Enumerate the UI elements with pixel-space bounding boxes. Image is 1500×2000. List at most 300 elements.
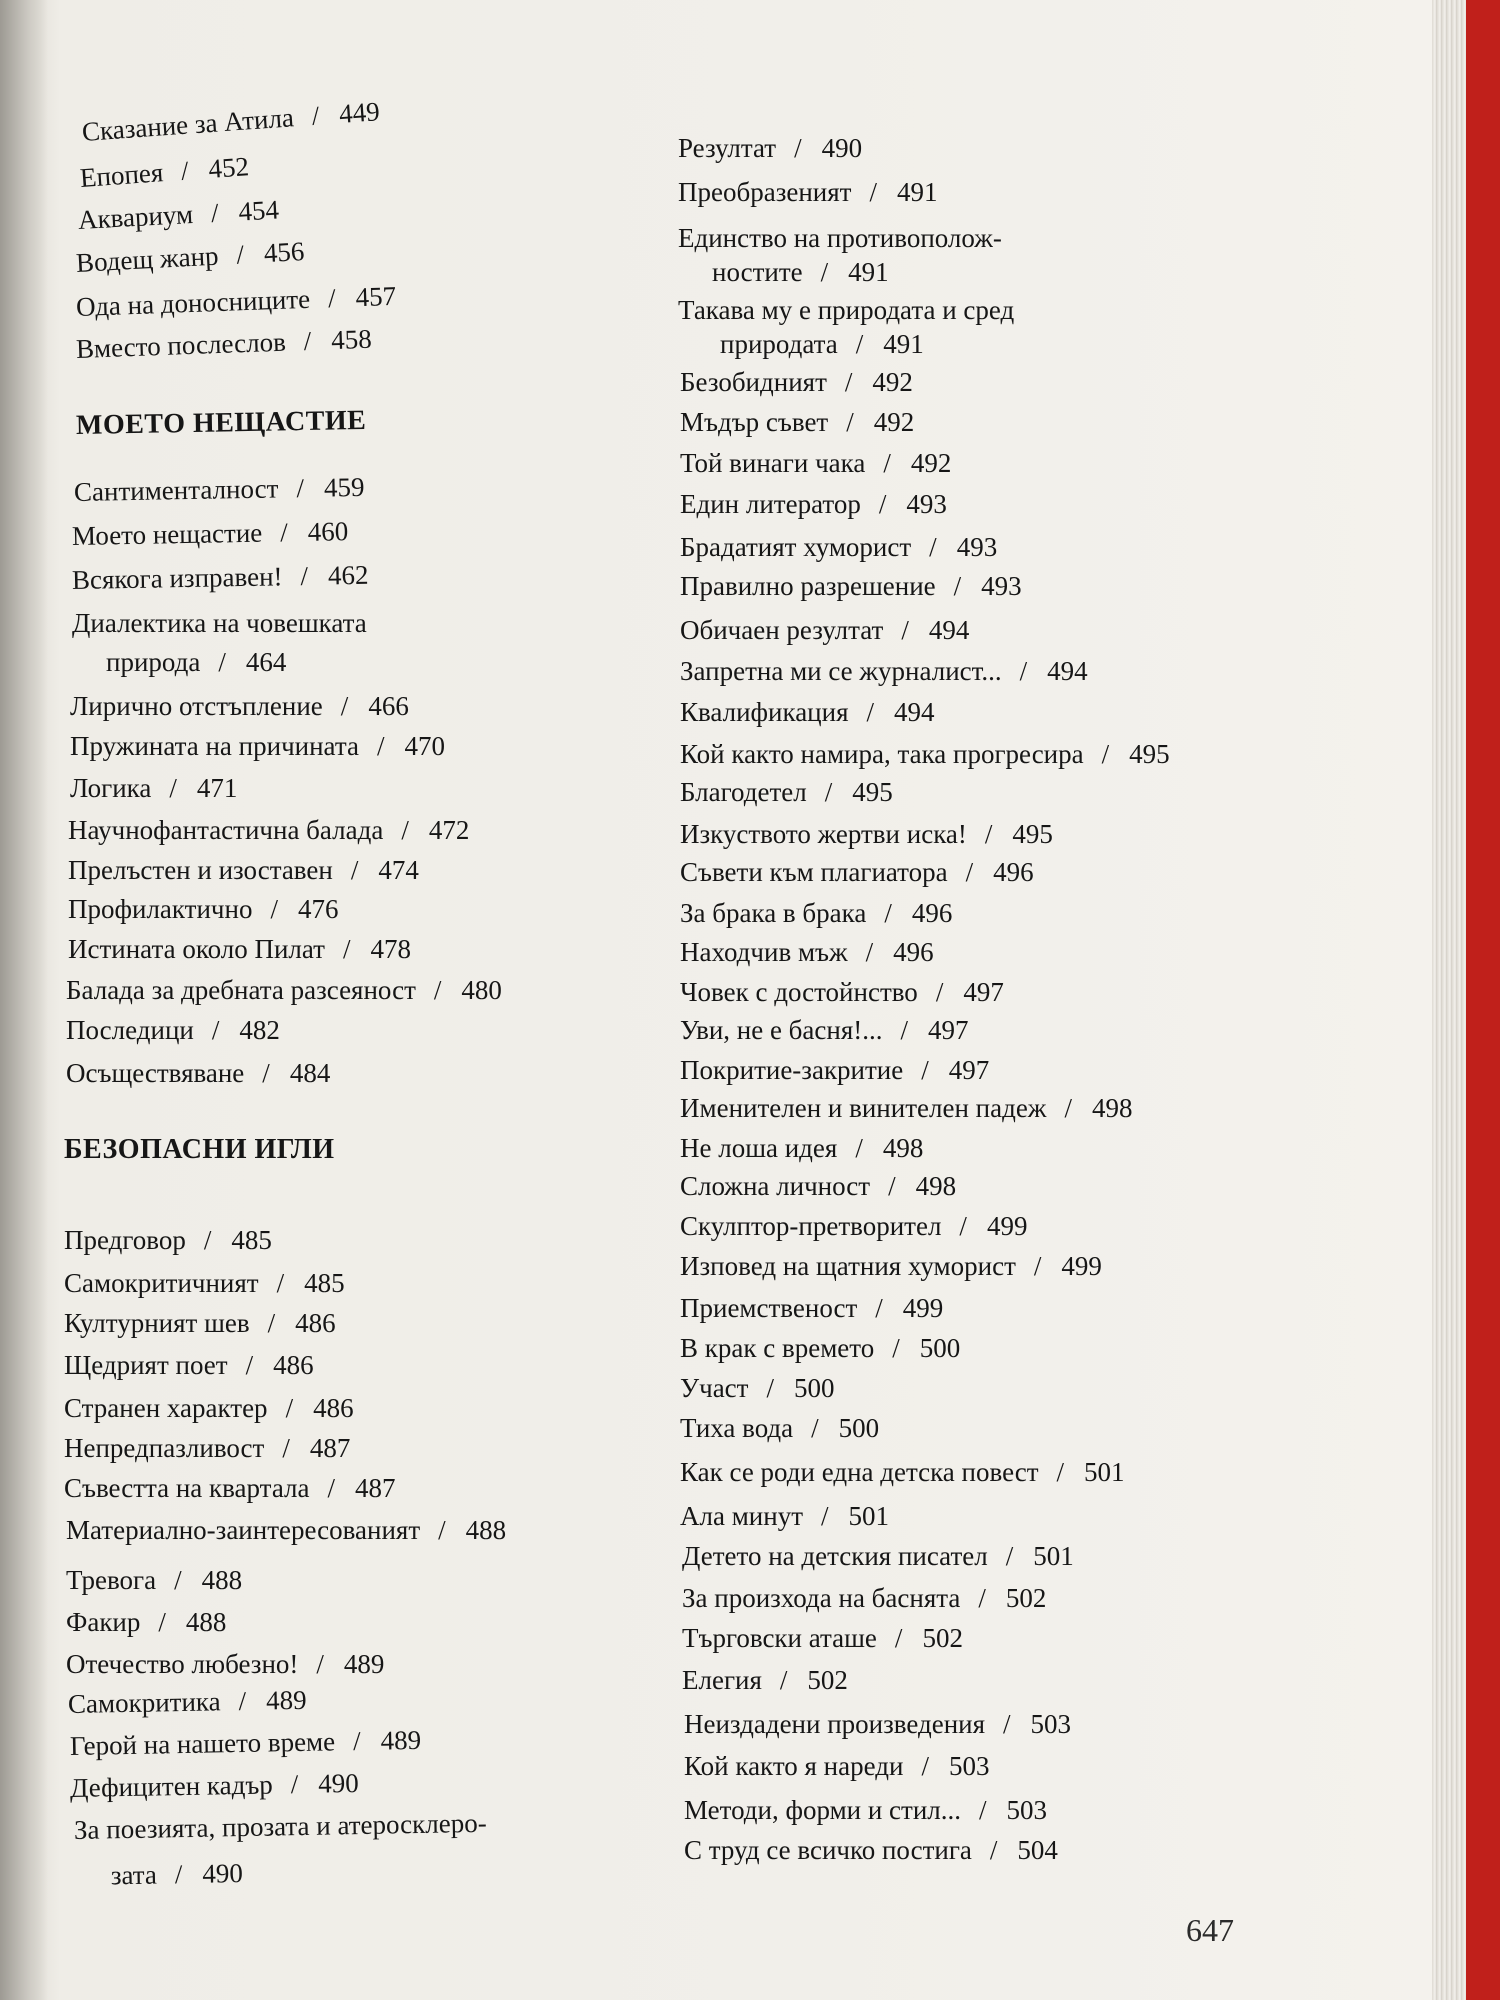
toc-separator: / [352,1725,361,1757]
toc-entry [680,1288,943,1328]
toc-entry-page: 485 [231,1225,272,1255]
toc-entry [66,1644,384,1684]
toc-entry-page: 491 [897,177,938,207]
page-edges [1432,0,1466,2000]
toc-separator: / [965,857,974,887]
toc-entry-title: Сантименталност [73,473,279,507]
toc-entry-title: Неиздадени произведения [684,1709,986,1739]
toc-entry-page: 464 [245,647,287,677]
toc-separator: / [1064,1093,1072,1123]
toc-entry-title: Материално-заинтересованият [66,1515,421,1545]
toc-separator: / [401,815,409,845]
toc-entry-page: 500 [919,1333,961,1363]
toc-entry-title: Кой както я нареди [684,1751,904,1781]
toc-entry-title: Именителен и винителен падеж [680,1093,1047,1123]
toc-separator: / [316,1649,324,1679]
toc-entry-page: 482 [239,1015,280,1045]
toc-separator: / [888,1171,896,1201]
toc-entry-title: Тиха вода [680,1413,794,1443]
toc-entry-page: 484 [289,1058,331,1088]
toc-entry-title: Научнофантастична балада [68,815,384,845]
toc-entry-title: Единство на противополож- [678,223,1002,253]
toc-entry-page: 498 [1091,1093,1133,1123]
toc-entry-title: Странен характер [64,1393,268,1423]
toc-entry [66,970,502,1010]
toc-entry [680,1088,1132,1128]
toc-entry [678,290,1015,359]
toc-entry [680,1496,889,1536]
toc-entry-page: 497 [928,1015,969,1045]
toc-entry [64,1220,272,1260]
toc-entry-page: 502 [807,1665,848,1695]
toc-entry [70,1720,422,1766]
toc-entry [68,1680,307,1724]
toc-separator: / [959,1211,967,1241]
toc-separator: / [310,100,321,131]
toc-entry-page: 485 [304,1268,345,1298]
toc-entry-page: 495 [852,777,893,807]
toc-separator: / [300,560,309,592]
toc-separator: / [285,1393,294,1423]
toc-entry-title: Аквариум [77,198,194,235]
toc-entry-page: 502 [922,1623,963,1653]
toc-entry [68,850,419,890]
toc-entry-title: Всякога изправен! [71,561,283,595]
toc-entry-title: Сложна личност [680,1171,871,1201]
toc-separator: / [276,1268,285,1298]
toc-entry-title: Самокритика [67,1686,221,1719]
toc-entry-title: Квалификация [680,697,849,727]
toc-separator: / [180,155,190,186]
toc-entry-title: Елегия [682,1665,762,1695]
toc-entry [680,610,969,650]
toc-entry [680,814,1053,854]
toc-entry [680,1128,923,1168]
toc-entry [74,467,365,512]
toc-entry [680,1246,1102,1286]
toc-separator: / [210,197,220,229]
toc-separator: / [340,691,349,721]
toc-entry-title: Самокритичният [64,1268,259,1298]
toc-entry-page: 492 [910,448,952,478]
toc-entry-page: 452 [207,151,250,184]
toc-separator: / [350,855,359,885]
toc-entry-page: 496 [893,937,934,967]
toc-entry-title: Последици [66,1015,194,1045]
toc-entry-title: Преобразеният [678,177,852,207]
toc-entry [678,128,862,168]
toc-separator: / [438,1515,446,1545]
toc-entry-page: 488 [185,1607,227,1637]
toc-entry-page: 478 [370,934,411,964]
toc-entry [77,189,280,239]
toc-entry [66,1053,330,1093]
toc-separator: / [875,1293,883,1323]
toc-entry-page: 487 [309,1433,351,1463]
toc-entry [680,893,952,933]
toc-entry [680,1010,969,1050]
toc-entry-page: 498 [915,1171,957,1201]
toc-entry-page: 494 [894,697,935,727]
toc-separator: / [779,1665,788,1695]
toc-separator: / [894,1623,903,1653]
toc-entry-title: Ала минут [680,1501,803,1531]
toc-separator: / [279,517,289,548]
toc-entry-page: 497 [948,1055,990,1085]
toc-separator: / [883,448,891,478]
section-heading: БЕЗОПАСНИ ИГЛИ [64,1134,335,1165]
toc-separator: / [846,407,854,437]
book-spine-shadow [0,0,48,2000]
toc-entry-title: Той винаги чака [680,448,866,478]
toc-entry [68,929,411,969]
toc-entry-title: Балада за дребната разсеяност [66,975,416,1005]
toc-entry-title: Логика [70,773,152,803]
toc-entry-page: 489 [265,1684,307,1716]
toc-entry [680,1368,834,1408]
toc-entry-page: 503 [1030,1709,1072,1739]
toc-entry-title: Тревога [66,1565,157,1595]
toc-entry-title: Брадатият хуморист [680,532,912,562]
toc-entry-page: 449 [338,96,381,129]
toc-entry-page: 480 [461,975,502,1005]
toc-separator: / [158,1607,166,1637]
toc-separator: / [953,571,962,601]
toc-separator: / [245,1350,254,1380]
toc-entry-title: Не лоша идея [680,1133,838,1163]
toc-entry-page: 494 [928,615,970,645]
toc-entry [680,772,893,812]
toc-entry [680,932,934,972]
toc-entry [682,1660,848,1700]
toc-separator: / [1005,1541,1014,1571]
toc-entry [682,1578,1046,1618]
toc-entry-title: Находчив мъж [680,937,848,967]
toc-entry [75,231,305,283]
toc-separator: / [844,367,853,397]
toc-entry-page: 456 [263,236,306,269]
toc-separator: / [238,1685,247,1717]
toc-separator: / [984,819,993,849]
toc-entry-page: 457 [355,280,397,313]
toc-entry [64,1388,354,1428]
toc-entry [66,1010,280,1050]
toc-entry-page: 504 [1017,1835,1058,1865]
toc-entry [684,1790,1047,1830]
toc-entry [684,1830,1058,1870]
toc-entry-title: Покритие-закритие [680,1055,904,1085]
toc-entry-title: Дефицитен кадър [69,1769,274,1803]
toc-entry [680,1408,879,1448]
toc-entry-page: 472 [428,815,470,845]
toc-entry-title: Безобидният [680,367,827,397]
toc-entry-page: 458 [330,323,373,356]
toc-separator: / [921,1751,929,1781]
toc-entry-page: 486 [313,1393,354,1423]
toc-entry-page: 476 [297,894,339,924]
toc-entry-page: 490 [317,1767,360,1799]
toc-entry-page: 493 [906,489,947,519]
toc-entry-page: 454 [237,194,280,227]
toc-separator: / [794,133,802,163]
toc-entry-title: Съвестта на квартала [64,1473,310,1503]
toc-entry-page: 500 [838,1413,880,1443]
toc-entry-title: Правилно разрешение [680,571,936,601]
toc-entry-title: Как се роди една детска повест [680,1457,1039,1487]
toc-separator: / [1019,656,1028,686]
toc-entry-title: Запретна ми се журналист... [680,656,1002,686]
toc-entry-title: Факир [66,1607,141,1637]
toc-separator: / [433,975,442,1005]
toc-entry [64,1303,336,1343]
toc-entry-page: 488 [201,1565,243,1595]
toc-entry-page: 460 [307,516,349,547]
toc-entry-title: Уви, не е басня!... [680,1015,883,1045]
toc-separator: / [901,615,909,645]
toc-entry-title: За произхода на баснята [682,1583,961,1613]
toc-entry-title: Лирично отстъпление [70,691,323,721]
toc-separator: / [811,1413,819,1443]
toc-separator: / [211,1015,220,1045]
toc-separator: / [342,934,351,964]
toc-entry-title: Приемственост [680,1293,858,1323]
toc-entry-continuation: зата [110,1859,158,1891]
toc-entry-page: 496 [993,857,1034,887]
toc-entry-title: Водещ жанр [75,240,220,278]
toc-entry-title: Резултат [678,133,777,163]
toc-separator: / [169,773,177,803]
toc-entry-page: 490 [821,133,863,163]
toc-entry-page: 503 [948,1751,990,1781]
toc-entry-page: 488 [465,1515,507,1545]
toc-entry-title: Кой както намира, така прогресира [680,739,1084,769]
toc-entry [79,146,251,198]
toc-separator: / [267,1308,276,1338]
toc-entry [70,768,237,808]
toc-separator: / [929,532,937,562]
toc-entry [64,1263,345,1303]
toc-entry-title: Отечество любезно! [66,1649,299,1679]
toc-entry [680,1328,960,1368]
toc-entry-page: 502 [1005,1583,1047,1613]
toc-entry-page: 489 [380,1724,422,1756]
toc-separator: / [892,1333,900,1363]
toc-separator: / [376,731,385,761]
toc-entry [73,1803,487,1891]
toc-entry-title: Диалектика на човешката [72,608,367,638]
toc-entry-title: Благодетел [680,777,807,807]
toc-separator: / [203,1225,212,1255]
toc-entry-page: 492 [872,367,913,397]
toc-entry [680,734,1170,774]
toc-entry-title: В крак с времето [680,1333,875,1363]
toc-entry-page: 486 [273,1350,314,1380]
section-heading: МОЕТО НЕЩАСТИЕ [75,404,367,441]
toc-entry [66,1560,242,1600]
toc-entry [72,511,349,556]
toc-entry-page: 495 [1012,819,1053,849]
toc-entry-title: Човек с достойнство [680,977,918,1007]
toc-entry-title: Прелъстен и изоставен [68,855,333,885]
toc-entry [684,1704,1071,1744]
toc-entry [682,1618,963,1658]
toc-entry [680,566,1022,606]
toc-separator: / [766,1373,774,1403]
toc-entry-title: Сказание за Атила [80,102,295,147]
toc-entry [70,726,445,766]
toc-entry [66,1510,506,1550]
toc-entry-title: Търговски аташе [682,1623,877,1653]
toc-separator: / [296,472,305,504]
toc-entry-continuation: природа [106,647,201,677]
toc-separator: / [174,1859,183,1890]
toc-entry-title: Предговор [64,1225,186,1255]
toc-separator: / [218,647,226,677]
toc-separator: / [989,1835,998,1865]
toc-entry-page: 503 [1006,1795,1048,1825]
toc-entry-page: 487 [355,1473,396,1503]
toc-entry-title: Изкуството жертви иска! [680,819,967,849]
toc-separator: / [1003,1709,1011,1739]
toc-entry-page: 489 [343,1649,385,1679]
toc-entry [72,603,367,677]
toc-separator: / [869,177,877,207]
toc-entry-page: 490 [202,1858,244,1889]
toc-entry-title: Изповед на щатния хуморист [680,1251,1016,1281]
toc-entry-page: 470 [404,731,445,761]
toc-entry [81,91,381,152]
toc-entry-page: 471 [196,773,238,803]
toc-entry [70,686,409,726]
toc-entry-title: Истината около Пилат [68,934,325,964]
toc-entry [684,1746,989,1786]
toc-separator: / [884,898,892,928]
toc-entry [68,810,469,850]
toc-entry [680,402,914,442]
toc-entry-title: Съвети към плагиатора [680,857,948,887]
toc-entry [680,1050,989,1090]
toc-entry [75,319,372,369]
toc-entry-title: Детето на детския писател [682,1541,988,1571]
toc-entry-page: 501 [1033,1541,1074,1571]
toc-separator: / [979,1795,987,1825]
toc-entry-title: Епопея [78,157,165,193]
toc-entry [680,1206,1027,1246]
toc-separator: / [878,489,887,519]
toc-entry [64,1345,314,1385]
toc-entry [680,484,947,524]
toc-entry-page: 497 [963,977,1004,1007]
toc-entry-title: Участ [680,1373,749,1403]
toc-entry-page: 498 [882,1133,924,1163]
page-number: 647 [1186,1912,1234,1948]
toc-entry-page: 500 [793,1373,835,1403]
toc-entry-page: 491 [883,329,924,359]
toc-separator: / [270,894,278,924]
toc-entry-page: 499 [902,1293,944,1323]
toc-entry [72,555,369,600]
toc-entry [678,172,938,212]
toc-entry-title: Методи, форми и стил... [684,1795,962,1825]
toc-separator: / [303,325,312,357]
toc-entry-title: Един литератор [680,489,861,519]
toc-entry [682,1536,1074,1576]
toc-entry-continuation: ностите [712,257,803,287]
toc-separator: / [865,937,874,967]
toc-separator: / [935,977,944,1007]
toc-separator: / [235,239,245,270]
toc-entry-page: 501 [1084,1457,1125,1487]
toc-entry-page: 459 [323,471,365,503]
toc-entry-title: Обичаен резултат [680,615,884,645]
toc-separator: / [1101,739,1110,769]
toc-entry-page: 499 [1061,1251,1102,1281]
toc-entry [680,1452,1125,1492]
toc-entry [66,1602,226,1642]
toc-entry-title: Профилактично [68,894,253,924]
toc-entry [680,972,1004,1012]
toc-entry-page: 462 [327,559,369,591]
toc-separator: / [174,1565,182,1595]
toc-entry-page: 466 [368,691,409,721]
toc-entry-title: За поезията, прозата и атеросклеро- [73,1807,487,1845]
toc-entry-page: 493 [981,571,1022,601]
toc-separator: / [900,1015,909,1045]
toc-separator: / [921,1055,929,1085]
toc-entry [64,1428,350,1468]
toc-entry [678,218,1002,287]
toc-entry-page: 496 [911,898,953,928]
toc-entry-title: Мъдър съвет [680,407,829,437]
toc-separator: / [327,282,337,314]
toc-entry [680,443,951,483]
toc-entry-title: Ода на доносниците [75,283,311,322]
toc-entry [680,362,913,402]
toc-separator: / [820,257,829,287]
toc-entry-page: 486 [295,1308,336,1338]
toc-entry-title: Щедрият поет [64,1350,228,1380]
toc-entry-page: 499 [986,1211,1028,1241]
toc-entry-title: Осъществяване [66,1058,245,1088]
toc-separator: / [290,1769,299,1800]
toc-entry-continuation: природата [720,329,838,359]
toc-entry-page: 495 [1129,739,1170,769]
toc-separator: / [282,1433,290,1463]
toc-separator: / [1033,1251,1042,1281]
toc-entry [680,692,935,732]
toc-separator: / [824,777,833,807]
toc-entry-title: Културният шев [64,1308,250,1338]
toc-entry [680,852,1034,892]
toc-entry-title: Скулптор-претворител [680,1211,942,1241]
toc-entry-page: 493 [956,532,998,562]
toc-separator: / [1056,1457,1065,1487]
toc-entry-title: Вместо послеслов [75,326,287,364]
toc-entry-page: 494 [1047,656,1088,686]
toc-entry-title: Моето нещастие [71,517,263,551]
toc-entry-title: Такава му е природата и сред [678,295,1015,325]
toc-entry-title: Герой на нашето време [69,1726,336,1761]
toc-entry-title: За брака в брака [680,898,867,928]
toc-entry-title: С труд се всичко постига [684,1835,972,1865]
toc-separator: / [866,697,875,727]
toc-entry [68,889,338,929]
toc-entry [64,1468,396,1508]
toc-separator: / [978,1583,986,1613]
toc-entry-page: 501 [848,1501,890,1531]
toc-entry [680,527,997,567]
toc-separator: / [262,1058,270,1088]
